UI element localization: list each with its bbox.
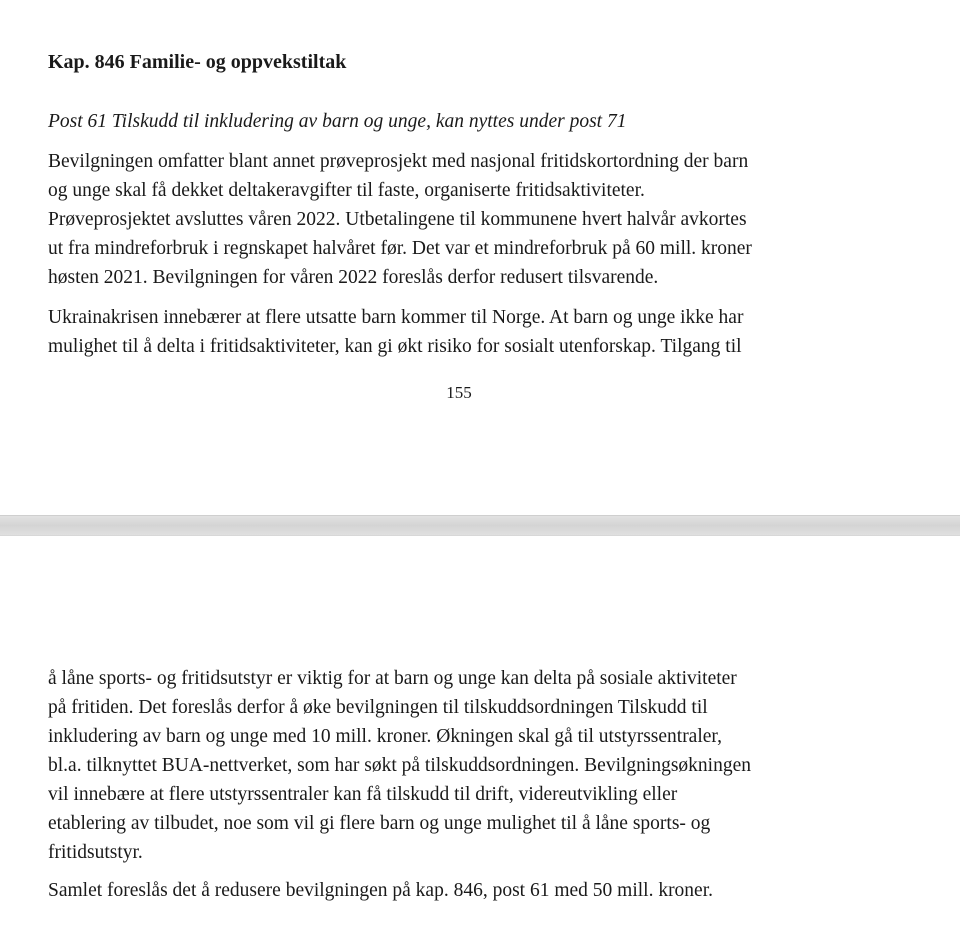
- text-line: Ukrainakrisen innebærer at flere utsatte barn kommer til Norge. At barn og unge ikke har: [48, 307, 744, 328]
- paragraph-funding-scope: [48, 147, 878, 292]
- page-number: 155: [446, 383, 472, 402]
- text-line: etablering av tilbudet, noe som vil gi flere barn og unge mulighet til å låne sports- og: [48, 813, 711, 834]
- text-line: vil innebære at flere utstyrssentraler kan få tilskudd til drift, videreutvikling eller: [48, 784, 678, 805]
- paragraph-ukraine-crisis: [48, 303, 878, 361]
- text-line: på fritiden. Det foreslås derfor å øke bevilgningen til tilskuddsordningen Tilskudd til: [48, 697, 708, 718]
- text-line: høsten 2021. Bevilgningen for våren 2022 foreslås derfor redusert tilsvarende.: [48, 267, 659, 288]
- page-separator: [0, 515, 960, 536]
- text-line: Prøveprosjektet avsluttes våren 2022. Utbetalingene til kommunene hvert halvår avkortes: [48, 209, 747, 230]
- paragraph-summary: [48, 876, 878, 905]
- document-page-156: [0, 536, 960, 926]
- paragraph-equipment-centers: [48, 664, 878, 867]
- text-line: inkludering av barn og unge med 10 mill. kroner. Økningen skal gå til utstyrssentraler,: [48, 726, 722, 747]
- text-line: og unge skal få dekket deltakeravgifter til faste, organiserte fritidsaktiviteter.: [48, 180, 645, 201]
- post-subheading: Post 61 Tilskudd til inkludering av barn og unge, kan nyttes under post 71: [48, 111, 627, 132]
- text-line: å låne sports- og fritidsutstyr er viktig for at barn og unge kan delta på sosiale aktiviteter: [48, 668, 737, 689]
- text-line: bl.a. tilknyttet BUA-nettverket, som har søkt på tilskuddsordningen. Bevilgningsøkningen: [48, 755, 751, 776]
- text-line: Bevilgningen omfatter blant annet prøveprosjekt med nasjonal fritidskortordning der barn: [48, 151, 749, 172]
- text-line: ut fra mindreforbruk i regnskapet halvåret før. Det var et mindreforbruk på 60 mill. kroner: [48, 238, 752, 259]
- text-line: fritidsutstyr.: [48, 842, 143, 863]
- text-line: mulighet til å delta i fritidsaktiviteter, kan gi økt risiko for sosialt utenforskap. Tilgang til: [48, 336, 742, 357]
- text-line: Samlet foreslås det å redusere bevilgningen på kap. 846, post 61 med 50 mill. kroner.: [48, 880, 714, 901]
- chapter-heading: Kap. 846 Familie- og oppvekstiltak: [48, 51, 347, 73]
